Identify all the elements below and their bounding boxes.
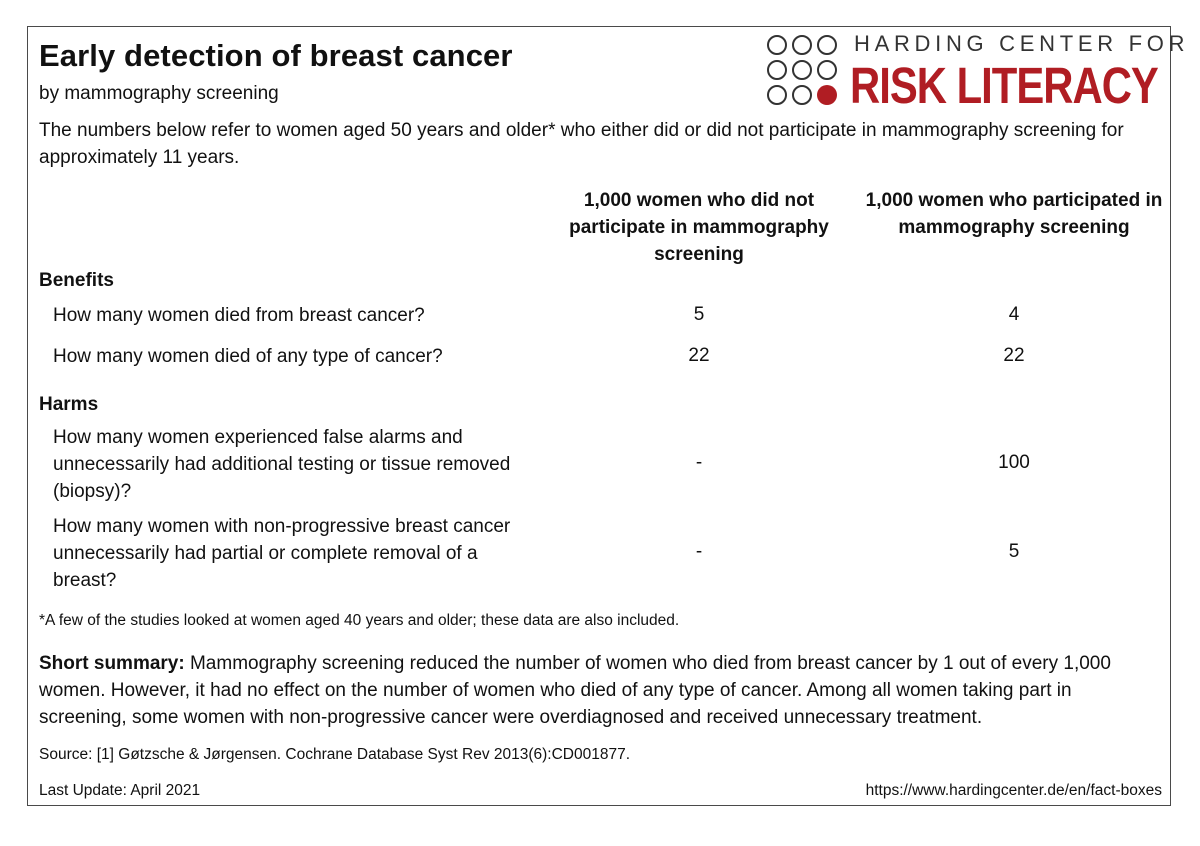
harm-2-no-screening-value: -: [695, 541, 703, 562]
benefits-heading: Benefits: [39, 270, 114, 291]
harm-1-no-screening-value: -: [695, 452, 703, 473]
harms-heading: Harms: [39, 394, 99, 415]
benefit-1-screening-value: 4: [1008, 304, 1020, 325]
benefit-1-no-screening-value: 5: [693, 304, 705, 325]
footnote: *A few of the studies looked at women aged 40 years and older; these data are also included.: [39, 612, 680, 629]
harm-2-screening-value: 5: [1008, 541, 1020, 562]
logo-dots-icon: [766, 33, 840, 107]
benefit-question-2: How many women died of any type of cancer?: [53, 346, 443, 367]
benefit-question-1: How many women died from breast cancer?: [53, 305, 425, 326]
harm-question-1: How many women experienced false alarms and unnecessarily had additional testing or tissue removed (biopsy)?: [53, 427, 511, 502]
intro-text: The numbers below refer to women aged 50 years and older* who either did or did not participate in mammography screening for approximately 11 years.: [39, 120, 1124, 168]
column-header-no-screening: 1,000 women who did not participate in mammography screening: [569, 190, 829, 265]
short-summary: [39, 650, 1164, 731]
fact-boxes-link[interactable]: https://www.hardingcenter.de/en/fact-boxes: [865, 782, 1162, 799]
benefit-2-screening-value: 22: [1003, 345, 1025, 366]
page-subtitle: by mammography screening: [39, 83, 279, 104]
summary-label: Short summary:: [39, 653, 185, 674]
harm-1-screening-value: 100: [998, 452, 1030, 473]
column-header-screening: 1,000 women who participated in mammography screening: [865, 190, 1163, 238]
benefit-2-no-screening-value: 22: [688, 345, 710, 366]
logo-line-2: RISK LITERACY: [850, 57, 1158, 114]
harm-question-2: How many women with non-progressive breast cancer unnecessarily had partial or complete removal of a breast?: [53, 516, 511, 591]
summary-text: Mammography screening reduced the number of women who died from breast cancer by 1 out of every 1,000 women. However, it had no effect on the number of women who died of any type of cancer. Among all women taking part in screening, some women with non-progressive cancer were overdiagnosed and received unnecessary treatment.: [39, 653, 1111, 728]
source-citation: Source: [1] Gøtzsche & Jørgensen. Cochrane Database Syst Rev 2013(6):CD001877.: [39, 746, 631, 763]
logo-line-1: HARDING CENTER FOR: [854, 31, 1190, 56]
page-title: Early detection of breast cancer: [39, 38, 513, 73]
harding-center-logo: [766, 31, 1190, 114]
last-update: Last Update: April 2021: [39, 782, 201, 799]
